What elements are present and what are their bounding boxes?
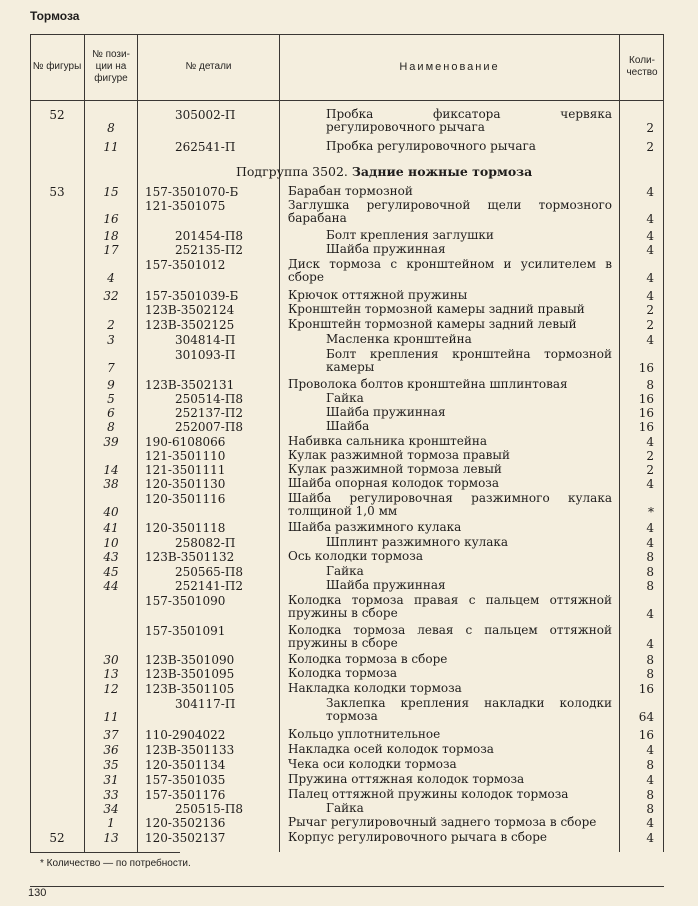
part-name-text: Шайба опорная колодок тормоза (288, 476, 500, 490)
part-number: 120-3501118 (145, 521, 226, 535)
quantity: 4 (646, 536, 654, 550)
part-name-text: Гайка (326, 564, 364, 578)
part-name-text: Колодка тормоза правая с пальцем оттяжной пружины в сборе (288, 593, 612, 621)
position-number: 11 (103, 710, 119, 725)
quantity: * (648, 505, 654, 520)
part-name (288, 477, 612, 490)
quantity: 4 (646, 637, 654, 652)
part-number: 123В-3501105 (145, 682, 235, 696)
position-number: 1 (107, 816, 115, 830)
part-name (288, 816, 612, 829)
part-name-text: Заглушка регулировочной щели тормозного барабана (288, 198, 612, 226)
part-name (326, 243, 612, 256)
part-name (326, 565, 612, 578)
position-number: 39 (103, 435, 119, 449)
quantity: 2 (646, 463, 654, 477)
part-name (288, 743, 612, 756)
part-name-text: Палец оттяжной пружины колодок тормоза (288, 787, 569, 801)
part-number: 250515-П8 (175, 802, 243, 816)
part-name-text: Гайка (326, 801, 364, 815)
part-name (326, 108, 612, 135)
part-name (288, 449, 612, 462)
part-name-text: Гайка (326, 391, 364, 405)
part-name (288, 289, 612, 302)
part-name-text: Масленка кронштейна (326, 332, 472, 346)
quantity: 4 (646, 831, 654, 845)
position-number: 45 (103, 565, 119, 579)
part-name-text: Накладка колодки тормоза (288, 681, 462, 695)
part-name (326, 536, 612, 549)
position-number: 31 (103, 773, 119, 787)
quantity: 16 (638, 361, 654, 376)
part-name (326, 420, 612, 433)
position-number: 13 (103, 831, 119, 845)
part-number: 304814-П (175, 333, 236, 347)
part-number: 121-3501075 (145, 199, 226, 213)
position-number: 14 (103, 463, 119, 477)
part-name-text: Крючок оттяжной пружины (288, 288, 468, 302)
quantity: 4 (646, 271, 654, 286)
part-number: 190-6108066 (145, 435, 226, 449)
position-number: 32 (103, 289, 119, 303)
col-header-name: Наименование (399, 61, 500, 73)
position-number: 35 (103, 758, 119, 772)
quantity: 4 (646, 212, 654, 227)
page-number: 130 (28, 887, 47, 899)
part-number: 305002-П (175, 108, 236, 122)
part-name-text: Накладка осей колодок тормоза (288, 742, 494, 756)
quantity: 4 (646, 521, 654, 535)
quantity: 8 (646, 667, 654, 681)
position-number: 33 (103, 788, 119, 802)
part-name-text: Шайба разжимного кулака (288, 520, 462, 534)
part-name (288, 728, 612, 741)
quantity: 16 (638, 392, 654, 406)
part-name (288, 303, 612, 316)
quantity: 16 (638, 682, 654, 696)
part-number: 301093-П (175, 348, 236, 362)
part-name (288, 624, 612, 651)
part-name (288, 521, 612, 534)
part-name (326, 333, 612, 346)
part-name (288, 594, 612, 621)
part-name-text: Пружина оттяжная колодок тормоза (288, 772, 525, 786)
col-header-figure: № фигуры (32, 61, 82, 72)
position-number: 10 (103, 536, 119, 550)
part-number: 157-3501035 (145, 773, 226, 787)
quantity: 8 (646, 758, 654, 772)
subgroup-heading (236, 164, 532, 179)
part-number: 252135-П2 (175, 243, 243, 257)
part-number: 252137-П2 (175, 406, 243, 420)
quantity: 2 (646, 121, 654, 136)
part-number: 258082-П (175, 536, 236, 550)
quantity: 4 (646, 773, 654, 787)
part-number: 250514-П8 (175, 392, 243, 406)
quantity: 4 (646, 607, 654, 622)
part-number: 123В-3502124 (145, 303, 235, 317)
part-name-text: Набивка сальника кронштейна (288, 434, 488, 448)
part-name-text: Проволока болтов кронштейна шплинтовая (288, 377, 568, 391)
part-name-text: Кулак разжимной тормоза левый (288, 462, 502, 476)
part-name (288, 492, 612, 519)
part-name-text: Кронштейн тормозной камеры задний левый (288, 317, 577, 331)
footnote-rule (30, 852, 180, 853)
part-name-text: Болт крепления заглушки (326, 228, 494, 242)
position-number: 7 (107, 361, 115, 376)
part-name-text: Барабан тормозной (288, 184, 413, 198)
position-number: 18 (103, 229, 119, 243)
part-name (326, 140, 612, 153)
position-number: 30 (103, 653, 119, 667)
figure-number: 53 (49, 185, 65, 199)
quantity: 64 (638, 710, 654, 725)
part-name (288, 758, 612, 771)
quantity: 8 (646, 550, 654, 564)
part-name (288, 831, 612, 844)
part-number: 121-3501111 (145, 463, 226, 477)
part-name-text: Шайба пружинная (326, 405, 446, 419)
col-header-quantity: Коли- чество (626, 55, 658, 78)
part-name (326, 406, 612, 419)
quantity: 2 (646, 140, 654, 154)
position-number: 40 (103, 505, 119, 520)
part-name-text: Корпус регулировочного рычага в сборе (288, 830, 548, 844)
col-header-position: № пози- ции на фигуре (92, 49, 130, 84)
part-name-text: Чека оси колодки тормоза (288, 757, 457, 771)
position-number: 5 (107, 392, 115, 406)
part-name (288, 258, 612, 285)
position-number: 38 (103, 477, 119, 491)
part-name-text: Шайба пружинная (326, 578, 446, 592)
part-number: 157-3501012 (145, 258, 226, 272)
part-name (288, 463, 612, 476)
header-rule (30, 100, 664, 101)
part-name-text: Пробка фиксатора червяка регулировочного рычага (326, 107, 612, 135)
part-number: 123В-3501095 (145, 667, 235, 681)
position-number: 34 (103, 802, 119, 816)
quantity: 4 (646, 229, 654, 243)
part-name (288, 185, 612, 198)
quantity: 16 (638, 728, 654, 742)
part-name (326, 392, 612, 405)
position-number: 43 (103, 550, 119, 564)
position-number: 4 (107, 271, 115, 286)
position-number: 8 (107, 420, 115, 434)
part-name (326, 229, 612, 242)
quantity: 2 (646, 449, 654, 463)
quantity: 4 (646, 743, 654, 757)
quantity: 4 (646, 185, 654, 199)
part-number: 120-3502137 (145, 831, 226, 845)
quantity: 4 (646, 816, 654, 830)
part-name (288, 199, 612, 226)
part-name-text: Заклепка крепления накладки колодки тормоза (326, 696, 612, 724)
part-name (288, 378, 612, 391)
part-number: 120-3501116 (145, 492, 226, 506)
part-number: 123В-3502125 (145, 318, 235, 332)
position-number: 17 (103, 243, 119, 257)
position-number: 11 (103, 140, 119, 154)
part-number: 123В-3501133 (145, 743, 235, 757)
position-number: 13 (103, 667, 119, 681)
position-number: 3 (107, 333, 115, 347)
subgroup-title: Задние ножные тормоза (351, 164, 533, 179)
quantity: 4 (646, 289, 654, 303)
part-name (288, 435, 612, 448)
part-number: 250565-П8 (175, 565, 243, 579)
part-name-text: Колодка тормоза (288, 666, 398, 680)
col-header-part-number: № детали (185, 61, 232, 72)
part-name (288, 667, 612, 680)
part-name-text: Шайба пружинная (326, 242, 446, 256)
part-name-text: Шплинт разжимного кулака (326, 535, 509, 549)
column-divider (279, 34, 280, 852)
part-name (288, 318, 612, 331)
part-name (288, 550, 612, 563)
part-name-text: Ось колодки тормоза (288, 549, 423, 563)
quantity: 8 (646, 579, 654, 593)
quantity: 8 (646, 378, 654, 392)
part-name-text: Кулак разжимной тормоза правый (288, 448, 510, 462)
part-number: 252007-П8 (175, 420, 243, 434)
part-name-text: Пробка регулировочного рычага (326, 139, 536, 153)
position-number: 37 (103, 728, 119, 742)
part-number: 201454-П8 (175, 229, 243, 243)
part-name-text: Кольцо уплотнительное (288, 727, 441, 741)
quantity: 8 (646, 802, 654, 816)
part-name-text: Болт крепления кронштейна тормозной камеры (326, 347, 612, 375)
position-number: 8 (107, 121, 115, 136)
quantity: 16 (638, 420, 654, 434)
part-name-text: Кронштейн тормозной камеры задний правый (288, 302, 585, 316)
quantity: 4 (646, 477, 654, 491)
part-name (326, 579, 612, 592)
position-number: 44 (103, 579, 119, 593)
part-number: 120-3502136 (145, 816, 226, 830)
part-name (288, 682, 612, 695)
part-number: 157-3501090 (145, 594, 226, 608)
part-name-text: Диск тормоза с кронштейном и усилителем в сборе (288, 257, 612, 285)
part-name-text: Шайба (326, 419, 370, 433)
quantity: 4 (646, 333, 654, 347)
quantity: 16 (638, 406, 654, 420)
part-number: 110-2904022 (145, 728, 226, 742)
part-name-text: Шайба регулировочная разжимного кулака толщиной 1,0 мм (288, 491, 612, 519)
column-divider (137, 34, 138, 852)
part-number: 123В-3501090 (145, 653, 235, 667)
part-name (288, 653, 612, 666)
footnote: * Количество — по потребности. (40, 858, 191, 869)
quantity: 8 (646, 565, 654, 579)
quantity: 8 (646, 653, 654, 667)
position-number: 12 (103, 682, 119, 696)
quantity: 2 (646, 303, 654, 317)
part-number: 157-3501070-Б (145, 185, 239, 199)
part-name-text: Колодка тормоза левая с пальцем оттяжной пружины в сборе (288, 623, 612, 651)
part-number: 157-3501091 (145, 624, 226, 638)
position-number: 36 (103, 743, 119, 757)
subgroup-prefix: Подгруппа 3502. (236, 164, 348, 179)
figure-number: 52 (49, 108, 65, 122)
part-number: 304117-П (175, 697, 236, 711)
position-number: 6 (107, 406, 115, 420)
position-number: 9 (107, 378, 115, 392)
column-divider (619, 34, 620, 852)
position-number: 41 (103, 521, 119, 535)
part-name (326, 348, 612, 375)
part-name (288, 788, 612, 801)
quantity: 8 (646, 788, 654, 802)
part-number: 123В-3501132 (145, 550, 235, 564)
quantity: 2 (646, 318, 654, 332)
quantity: 4 (646, 435, 654, 449)
figure-number: 52 (49, 831, 65, 845)
position-number: 15 (103, 185, 119, 199)
part-name (326, 697, 612, 724)
part-name-text: Рычаг регулировочный заднего тормоза в сборе (288, 815, 597, 829)
part-number: 262541-П (175, 140, 236, 154)
part-number: 123В-3502131 (145, 378, 235, 392)
part-number: 121-3501110 (145, 449, 226, 463)
part-number: 157-3501176 (145, 788, 226, 802)
bottom-rule (30, 886, 664, 887)
position-number: 2 (107, 318, 115, 332)
part-name (288, 773, 612, 786)
part-name (326, 802, 612, 815)
part-number: 252141-П2 (175, 579, 243, 593)
part-number: 120-3501130 (145, 477, 226, 491)
part-number: 157-3501039-Б (145, 289, 239, 303)
part-name-text: Колодка тормоза в сборе (288, 652, 448, 666)
position-number: 16 (103, 212, 119, 227)
quantity: 4 (646, 243, 654, 257)
part-number: 120-3501134 (145, 758, 226, 772)
running-head: Тормоза (30, 9, 80, 23)
